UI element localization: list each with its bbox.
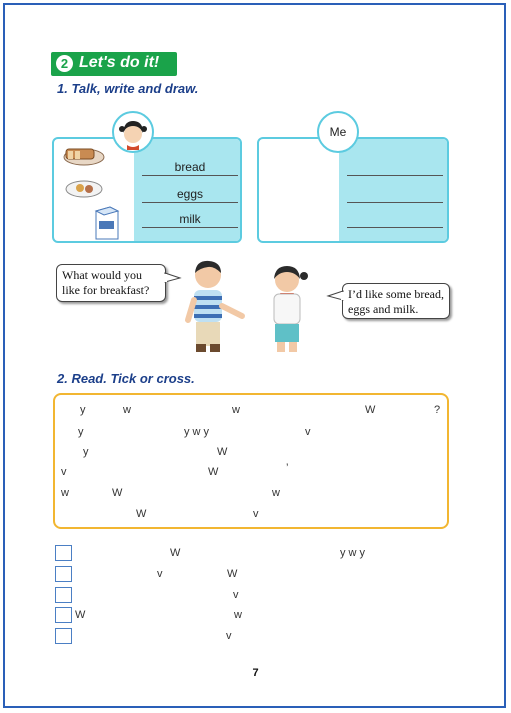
tick-cross-box-3[interactable] [55,587,72,603]
passage-fragment: W [365,404,376,416]
breakfast-food-illustration [58,143,134,241]
passage-fragment: ’ [286,462,289,474]
passage-fragment: y [80,404,86,416]
food-word-milk: milk [179,212,201,226]
passage-fragment: W [136,508,147,520]
writing-line [142,227,238,228]
statement-fragment: v [226,630,232,642]
speech-bubble-tail [326,288,346,304]
passage-fragment: ? [434,404,441,416]
girl-avatar [112,111,154,153]
writing-line [142,202,238,203]
section-title: Let's do it! [79,54,160,71]
statement-fragment: W [227,568,238,580]
passage-fragment: v [305,426,311,438]
statement-fragment: w [234,609,242,621]
section-banner [51,52,177,76]
eggs-picture [66,181,102,197]
section-number-badge: 2 [56,55,73,72]
passage-fragment: y [78,426,84,438]
girl-face-icon [114,113,152,151]
food-word-eggs: eggs [176,187,204,201]
page-frame [3,3,506,708]
passage-fragment: W [112,487,123,499]
me-panel [257,137,449,243]
writing-line[interactable] [347,227,443,228]
passage-fragment: v [253,508,259,520]
writing-line[interactable] [347,202,443,203]
page-number: 7 [252,667,259,679]
statement-fragment: v [233,589,239,601]
reading-passage-box [53,393,449,529]
statement-fragment: W [75,609,86,621]
me-label: Me [329,125,347,139]
tick-cross-box-4[interactable] [55,607,72,623]
bread-picture [64,149,104,165]
food-word-bread: bread [174,160,206,174]
passage-fragment: w [123,404,131,416]
passage-fragment: v [61,466,67,478]
question-speech-bubble: What would you like for breakfast? [56,264,166,302]
tick-cross-box-2[interactable] [55,566,72,582]
tick-cross-box-1[interactable] [55,545,72,561]
passage-fragment: y w y [184,426,210,438]
statement-fragment: y w y [340,547,366,559]
statement-fragment: v [157,568,163,580]
answer-speech-bubble: I’d like some bread, eggs and milk. [342,283,450,319]
me-avatar [317,111,359,153]
girl-figure [262,262,312,354]
milk-carton-picture [96,207,118,239]
passage-fragment: w [232,404,240,416]
girl-breakfast-panel [52,137,242,243]
speech-bubble-tail [160,270,182,286]
passage-fragment: y [83,446,89,458]
passage-fragment: w [272,487,280,499]
task1-heading: 1. Talk, write and draw. [57,81,199,96]
passage-fragment: W [208,466,219,478]
passage-fragment: W [217,446,228,458]
writing-line [142,175,238,176]
passage-fragment: w [61,487,69,499]
tick-cross-box-5[interactable] [55,628,72,644]
me-panel-tint [339,139,447,241]
writing-line[interactable] [347,175,443,176]
task2-heading: 2. Read. Tick or cross. [57,371,195,386]
boy-figure [184,258,248,354]
statement-fragment: W [170,547,181,559]
